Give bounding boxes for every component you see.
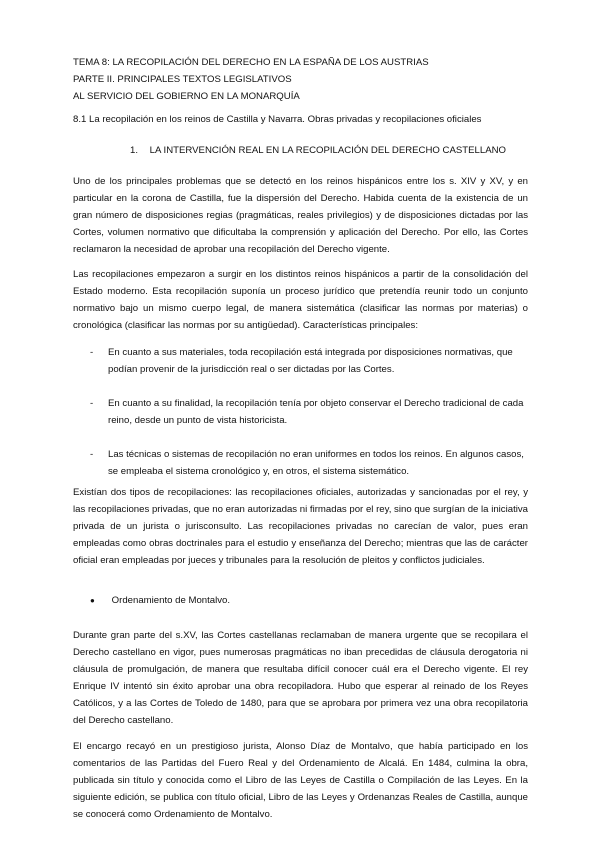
paragraph-dispersion: Uno de los principales problemas que se detectó en los reinos hispánicos entre los s. XIV y XV, y en particular en la corona de Castilla, fue la dispersión del Derecho. Habida cuenta de la existencia de un gran número de disposiciones regias (pragmáticas, reales privilegios) y de disposiciones dictadas por las Cortes, volumen normativo que dificultaba la comprensión y aplicación del Derecho. Por ello, las Cortes reclamaron la necesidad de aprobar una recopilación del Derecho vigente. [73, 176, 528, 255]
list-item [73, 395, 528, 429]
montalvo-heading-text: Ordenamiento de Montalvo. [111, 595, 231, 606]
bullet-dot-icon: ● [90, 596, 95, 605]
list-item-text: En cuanto a su finalidad, la recopilación tenía por objeto conservar el Derecho tradicional de cada reino, desde un punto de vista historicista. [108, 398, 524, 426]
list-item-text: Las técnicas o sistemas de recopilación no eran uniformes en todos los reinos. En algunos casos, se empleaba el sistema cronológico y, en otros, el sistema sistemático. [108, 449, 524, 477]
list-item [73, 446, 528, 480]
characteristics-list [73, 344, 528, 480]
section-heading [130, 145, 506, 156]
header-part: PARTE II. PRINCIPALES TEXTOS LEGISLATIVOS [73, 74, 292, 85]
header-subtitle: AL SERVICIO DEL GOBIERNO EN LA MONARQUÍA [73, 91, 300, 102]
section-number: 1. [130, 145, 139, 156]
paragraph-cortes: Durante gran parte del s.XV, las Cortes castellanas reclamaban de manera urgente que se recopilara el Derecho castellano en vigor, pues numerosas pragmáticas no iban precedidas de cláusula derogatoria ni cláusula de promulgación, de manera que resultaba difícil conocer cuál era el Derecho vigente. El rey Enrique IV intentó sin éxito aprobar una obra recopiladora. Hubo que esperar al reinado de los Reyes Católicos, y a las Cortes de Toledo de 1480, para que se aprobara por primera vez una obra recopilatoria del Derecho castellano. [73, 630, 528, 726]
document-header [73, 54, 429, 105]
dash-marker: - [90, 449, 94, 460]
section-title: LA INTERVENCIÓN REAL EN LA RECOPILACIÓN DEL DERECHO CASTELLANO [149, 145, 506, 156]
dash-marker: - [90, 398, 94, 409]
subsection-heading: 8.1 La recopilación en los reinos de Castilla y Navarra. Obras privadas y recopilaciones oficiales [73, 114, 482, 125]
list-item-text: En cuanto a sus materiales, toda recopilación está integrada por disposiciones normativas, que podían provenir de la jurisdicción real o ser dictadas por las Cortes. [108, 347, 513, 375]
paragraph-encargo: El encargo recayó en un prestigioso jurista, Alonso Díaz de Montalvo, que había participado en los comentarios de las Partidas del Fuero Real y del Ordenamiento de Alcalá. En 1484, culmina la obra, publicada sin título y conocida como el Libro de las Leyes de Castilla o Compilación de las Leyes. En la siguiente edición, se publica con título oficial, Libro de las Leyes y Ordenanzas Reales de Castilla, aunque se conocerá como Ordenamiento de Montalvo. [73, 741, 528, 820]
paragraph-tipos: Existían dos tipos de recopilaciones: las recopilaciones oficiales, autorizadas y sancionadas por el rey, y las recopilaciones privadas, que no eran autorizadas ni firmadas por el rey, sino que surgían de la iniciativa privada de un jurista o jurisconsulto. Las recopilaciones privadas no carecían de valor, pues eran empleadas como obras doctrinales para el estudio y enseñanza del Derecho; mientras que las de carácter oficial eran empleadas por jueces y tribunales para la resolución de pleitos y conflictos judiciales. [73, 487, 528, 566]
paragraph-recopilaciones: Las recopilaciones empezaron a surgir en los distintos reinos hispánicos a partir de la consolidación del Estado moderno. Esta recopilación suponía un proceso jurídico que pretendía reunir todo un conjunto normativo bajo un mismo cuerpo legal, de manera sistemática (clasificar las normas por materias) o cronológica (clasificar las normas por su antigüedad). Características principales: [73, 269, 528, 331]
montalvo-heading [73, 595, 230, 606]
list-item [73, 344, 528, 378]
header-title: TEMA 8: LA RECOPILACIÓN DEL DERECHO EN LA ESPAÑA DE LOS AUSTRIAS [73, 57, 429, 68]
dash-marker: - [90, 347, 94, 358]
